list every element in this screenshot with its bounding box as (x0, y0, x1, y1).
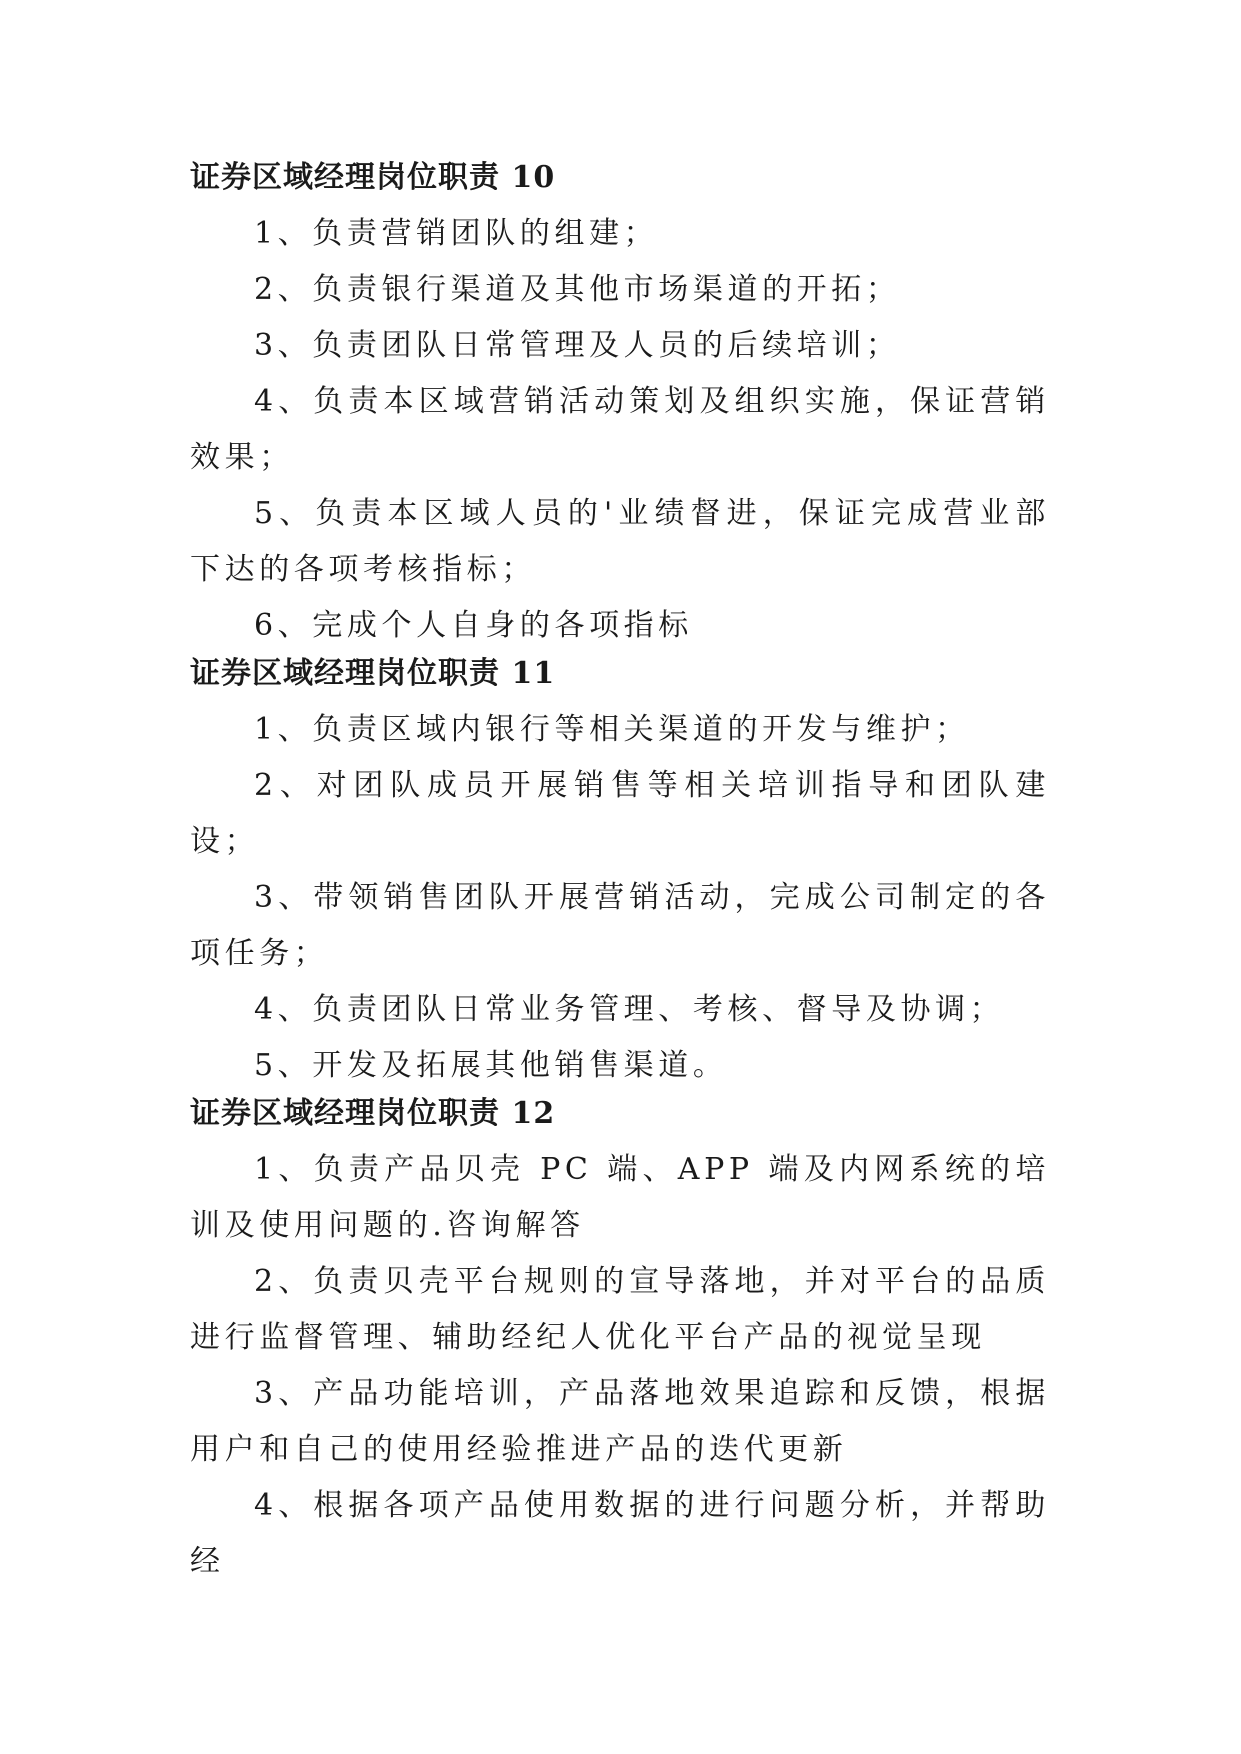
list-item: 2、负责贝壳平台规则的宣导落地，并对平台的品质进行监督管理、辅助经纪人优化平台产品的视觉呈现 (190, 1264, 1050, 1355)
list-item: 5、开发及拓展其他销售渠道。 (254, 1048, 728, 1083)
list-item: 2、对团队成员开展销售等相关培训指导和团队建设； (190, 768, 1050, 859)
list-item: 4、根据各项产品使用数据的进行问题分析，并帮助经 (190, 1488, 1050, 1579)
document-page (190, 160, 1050, 1590)
section-12 (190, 1096, 1050, 1590)
section-title: 证券区域经理岗位职责 12 (190, 1096, 556, 1131)
list-item: 5、负责本区域人员的'业绩督进，保证完成营业部下达的各项考核指标； (190, 496, 1050, 587)
list-item: 6、完成个人自身的各项指标 (254, 608, 693, 643)
list-item: 1、负责产品贝壳 PC 端、APP 端及内网系统的培训及使用问题的.咨询解答 (190, 1152, 1050, 1243)
section-title: 证券区域经理岗位职责 10 (190, 160, 556, 195)
list-item: 1、负责营销团队的组建； (254, 216, 659, 251)
list-item: 3、带领销售团队开展营销活动，完成公司制定的各项任务； (190, 880, 1050, 971)
list-item: 4、负责团队日常业务管理、考核、督导及协调； (254, 992, 1005, 1027)
list-item: 4、负责本区域营销活动策划及组织实施，保证营销效果； (190, 384, 1050, 475)
list-item: 2、负责银行渠道及其他市场渠道的开拓； (254, 272, 901, 307)
section-10 (190, 160, 1050, 654)
section-11 (190, 656, 1050, 1094)
section-title: 证券区域经理岗位职责 11 (190, 656, 556, 691)
list-item: 3、负责团队日常管理及人员的后续培训； (254, 328, 901, 363)
list-item: 3、产品功能培训，产品落地效果追踪和反馈，根据用户和自己的使用经验推进产品的迭代更新 (190, 1376, 1050, 1467)
list-item: 1、负责区域内银行等相关渠道的开发与维护； (254, 712, 970, 747)
